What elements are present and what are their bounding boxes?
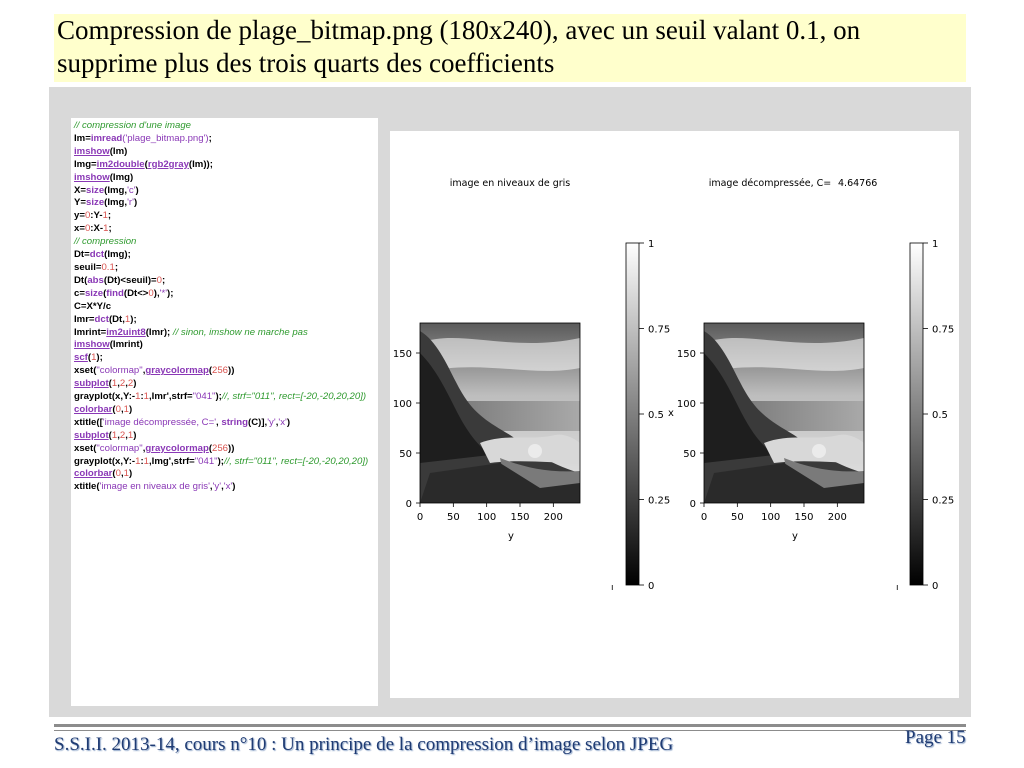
code-line: X=size(Img,'c')	[74, 184, 139, 196]
y-tick-label: 150	[392, 349, 412, 360]
x-tick-label: 200	[543, 512, 563, 523]
y-tick-label: 150	[676, 349, 696, 360]
right-colorbar-ticks	[923, 239, 954, 592]
code-line: Im=imread('plage_bitmap.png');	[74, 132, 212, 144]
code-line: x=0:X-1;	[74, 223, 112, 235]
colorbar-tick-label: 0	[932, 581, 939, 592]
y-tick-label: 100	[676, 399, 696, 410]
code-line: Imr=dct(Dt,1);	[74, 313, 137, 325]
x-tick-label: 50	[446, 512, 460, 523]
svg-text:ı: ı	[611, 583, 614, 593]
code-line: Imrint=im2uint8(Imr); // sinon, imshow ne marche pas	[74, 326, 308, 338]
colorbar-tick-label: 0.75	[932, 324, 955, 336]
left-x-ticks	[417, 503, 563, 523]
code-line: Y=size(Img,'r')	[74, 197, 138, 209]
code-line: // compression	[74, 236, 137, 248]
svg-text:ı: ı	[896, 583, 899, 593]
y-tick-label: 0	[689, 499, 696, 510]
x-tick-label: 0	[700, 512, 708, 523]
colorbar-tick-label: 0.25	[648, 495, 671, 507]
x-tick-label: 150	[510, 512, 530, 523]
code-line: Dt=dct(Img);	[74, 249, 131, 261]
y-tick-label: 0	[405, 499, 412, 510]
code-line: xtitle(['image décompressée, C=', string(C)],'y','x')	[74, 416, 291, 428]
colorbar-tick-label: 1	[648, 239, 655, 250]
code-line: Dt(abs(Dt)<seuil)=0;	[74, 274, 166, 286]
code-line: colorbar(0,1)	[74, 403, 133, 415]
left-colorbar-ticks	[639, 239, 670, 592]
colorbar-tick-label: 0	[648, 581, 655, 592]
x-tick-label: 50	[730, 512, 744, 523]
code-line: subplot(1,2,1)	[74, 429, 137, 441]
code-line: imshow(Img)	[74, 171, 134, 183]
colorbar-tick-label: 0.25	[932, 495, 955, 507]
code-line: grayplot(x,Y:-1:1,Imr',strf="041");//, strf="011", rect=[-20,-20,20,20])	[74, 391, 367, 403]
code-line: scf(1);	[74, 352, 103, 364]
left-x-label: y	[508, 531, 514, 542]
footer-rule-thin	[54, 730, 966, 731]
colorbar-tick-label: 0.5	[648, 410, 664, 421]
scilab-code	[74, 120, 375, 494]
code-line: grayplot(x,Y:-1:1,Img',strf="041");//, strf="011", rect=[-20,-20,20,20])	[74, 455, 369, 467]
slide-title: Compression de plage_bitmap.png (180x240), avec un seuil valant 0.1, on supprime plus des trois quarts des coefficients	[57, 15, 861, 78]
code-line: subplot(1,2,2)	[74, 378, 137, 390]
left-plot-title: image en niveaux de gris	[449, 178, 571, 189]
code-line: xset("colormap",graycolormap(256))	[74, 365, 235, 377]
page-number: Page 15	[905, 727, 966, 748]
colorbar-tick-label: 0.75	[648, 324, 671, 336]
footer-rule-thick	[54, 724, 966, 727]
middle-x-label: x	[668, 408, 674, 419]
code-line: C=X*Y/c	[74, 300, 112, 312]
x-tick-label: 200	[827, 512, 847, 523]
x-tick-label: 150	[794, 512, 814, 523]
right-plot-title: image décompressée, C=	[708, 178, 832, 189]
code-line: xset("colormap",graycolormap(256))	[74, 442, 235, 454]
code-line: xtitle('image en niveaux de gris','y','x')	[74, 481, 236, 493]
left-grayscale-image	[420, 323, 580, 503]
right-decompressed-image	[704, 323, 864, 503]
code-line: imshow(Imrint)	[74, 339, 143, 351]
left-y-ticks	[393, 349, 420, 510]
code-line: seuil=0.1;	[74, 261, 119, 273]
right-x-ticks	[701, 503, 847, 523]
code-line: // compression d'une image	[74, 120, 192, 131]
colorbar-tick-label: 0.5	[932, 410, 948, 421]
figure-svg	[390, 131, 959, 698]
y-tick-label: 50	[399, 449, 412, 460]
code-line: imshow(Im)	[74, 145, 128, 157]
right-c-value: 4.64766	[838, 178, 878, 189]
code-line: colorbar(0,1)	[74, 468, 133, 480]
footer-course-label: S.S.I.I. 2013-14, cours n°10 : Un principe de la compression d’image selon JPEG	[54, 734, 674, 755]
right-colorbar	[910, 243, 923, 585]
right-x-label: y	[792, 531, 798, 542]
y-tick-label: 50	[683, 449, 696, 460]
code-line: y=0:Y-1;	[74, 210, 112, 222]
x-tick-label: 0	[416, 512, 424, 523]
x-tick-label: 100	[761, 512, 781, 523]
code-line: Img=im2double(rgb2gray(Im));	[74, 158, 213, 170]
plot-panel	[390, 131, 959, 698]
left-colorbar	[626, 243, 639, 585]
code-line: c=size(find(Dt<>0),'*');	[74, 287, 174, 299]
right-y-ticks	[677, 349, 704, 510]
code-panel	[71, 118, 378, 706]
y-tick-label: 100	[392, 399, 412, 410]
colorbar-tick-label: 1	[932, 239, 939, 250]
x-tick-label: 100	[477, 512, 497, 523]
